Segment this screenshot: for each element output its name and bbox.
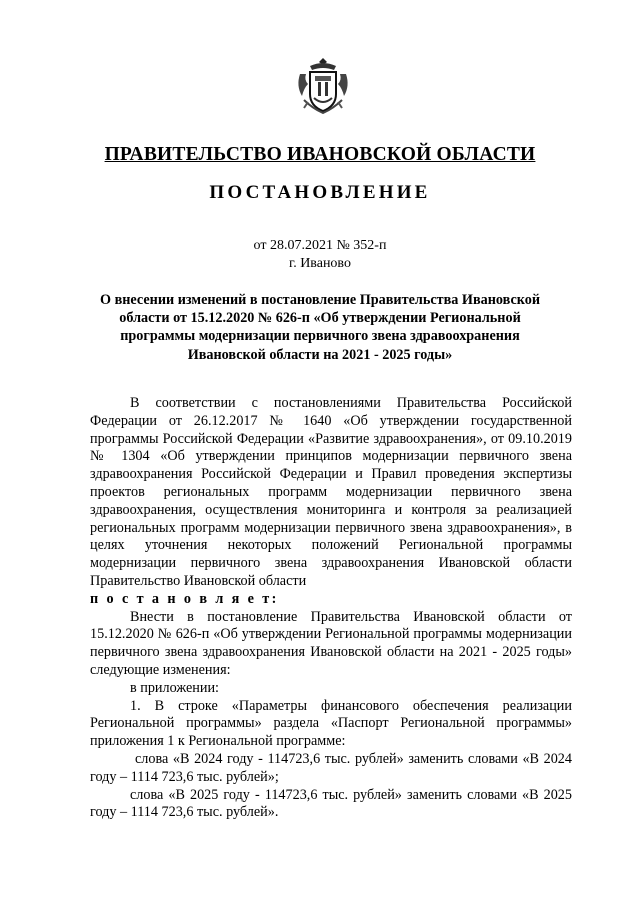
document-type: ПОСТАНОВЛЕНИЕ [209, 182, 431, 203]
government-name: ПРАВИТЕЛЬСТВО ИВАНОВСКОЙ ОБЛАСТИ [104, 144, 536, 165]
document-city: г. Иваново [289, 256, 351, 271]
resolves-word: п о с т а н о в л я е т: [90, 590, 279, 607]
document-body [90, 395, 572, 822]
body-paragraph: слова «В 2024 году - 114723,6 тыс. рублей» заменить словами «В 2024 году – 1114 723,6 тыс. рублей»; [90, 750, 572, 785]
document-date-number: от 28.07.2021 № 352-п [253, 238, 387, 253]
body-paragraph: в приложении: [130, 679, 219, 696]
body-paragraph: 1. В строке «Параметры финансового обеспечения реализации Региональной программы» раздела «Паспорт Региональной программы» приложения 1 к Региональной программе: [90, 697, 572, 750]
document-subject: О внесении изменений в постановление Правительства Ивановской области от 15.12.2020 № 626-п «Об утверждении Региональной программы модернизации первичного звена здравоохранения Ивановской области на 2021 - 2025 годы» [100, 292, 540, 363]
body-paragraph: Внести в постановление Правительства Ивановской области от 15.12.2020 № 626-п «Об утверждении Региональной программы модернизации первичного звена здравоохранения Ивановской области на 2021 - 2025 годы» следующие изменения: [90, 608, 572, 678]
body-paragraph: слова «В 2025 году - 114723,6 тыс. рублей» заменить словами «В 2025 году – 1114 723,6 тыс. рублей». [90, 786, 572, 821]
coat-of-arms-icon [296, 56, 350, 114]
body-paragraph: В соответствии с постановлениями Правительства Российской Федерации от 26.12.2017 № 1640 «Об утверждении государственной программы Российской Федерации «Развитие здравоохранения», от 09.10.2019 № 1304 «Об утверждении принципов модернизации первичного звена здравоохранения Российской Федерации и Правил проведения экспертизы проектов региональных программ модернизации первичного звена здравоохранения, осуществления мониторинга и контроля за реализацией региональных программ модернизации первичного звена здравоохранения», в целях уточнения некоторых положений Региональной программы модернизации первичного звена здравоохранения Ивановской области Правительство Ивановской области [90, 395, 572, 589]
resolves-line [90, 591, 572, 609]
